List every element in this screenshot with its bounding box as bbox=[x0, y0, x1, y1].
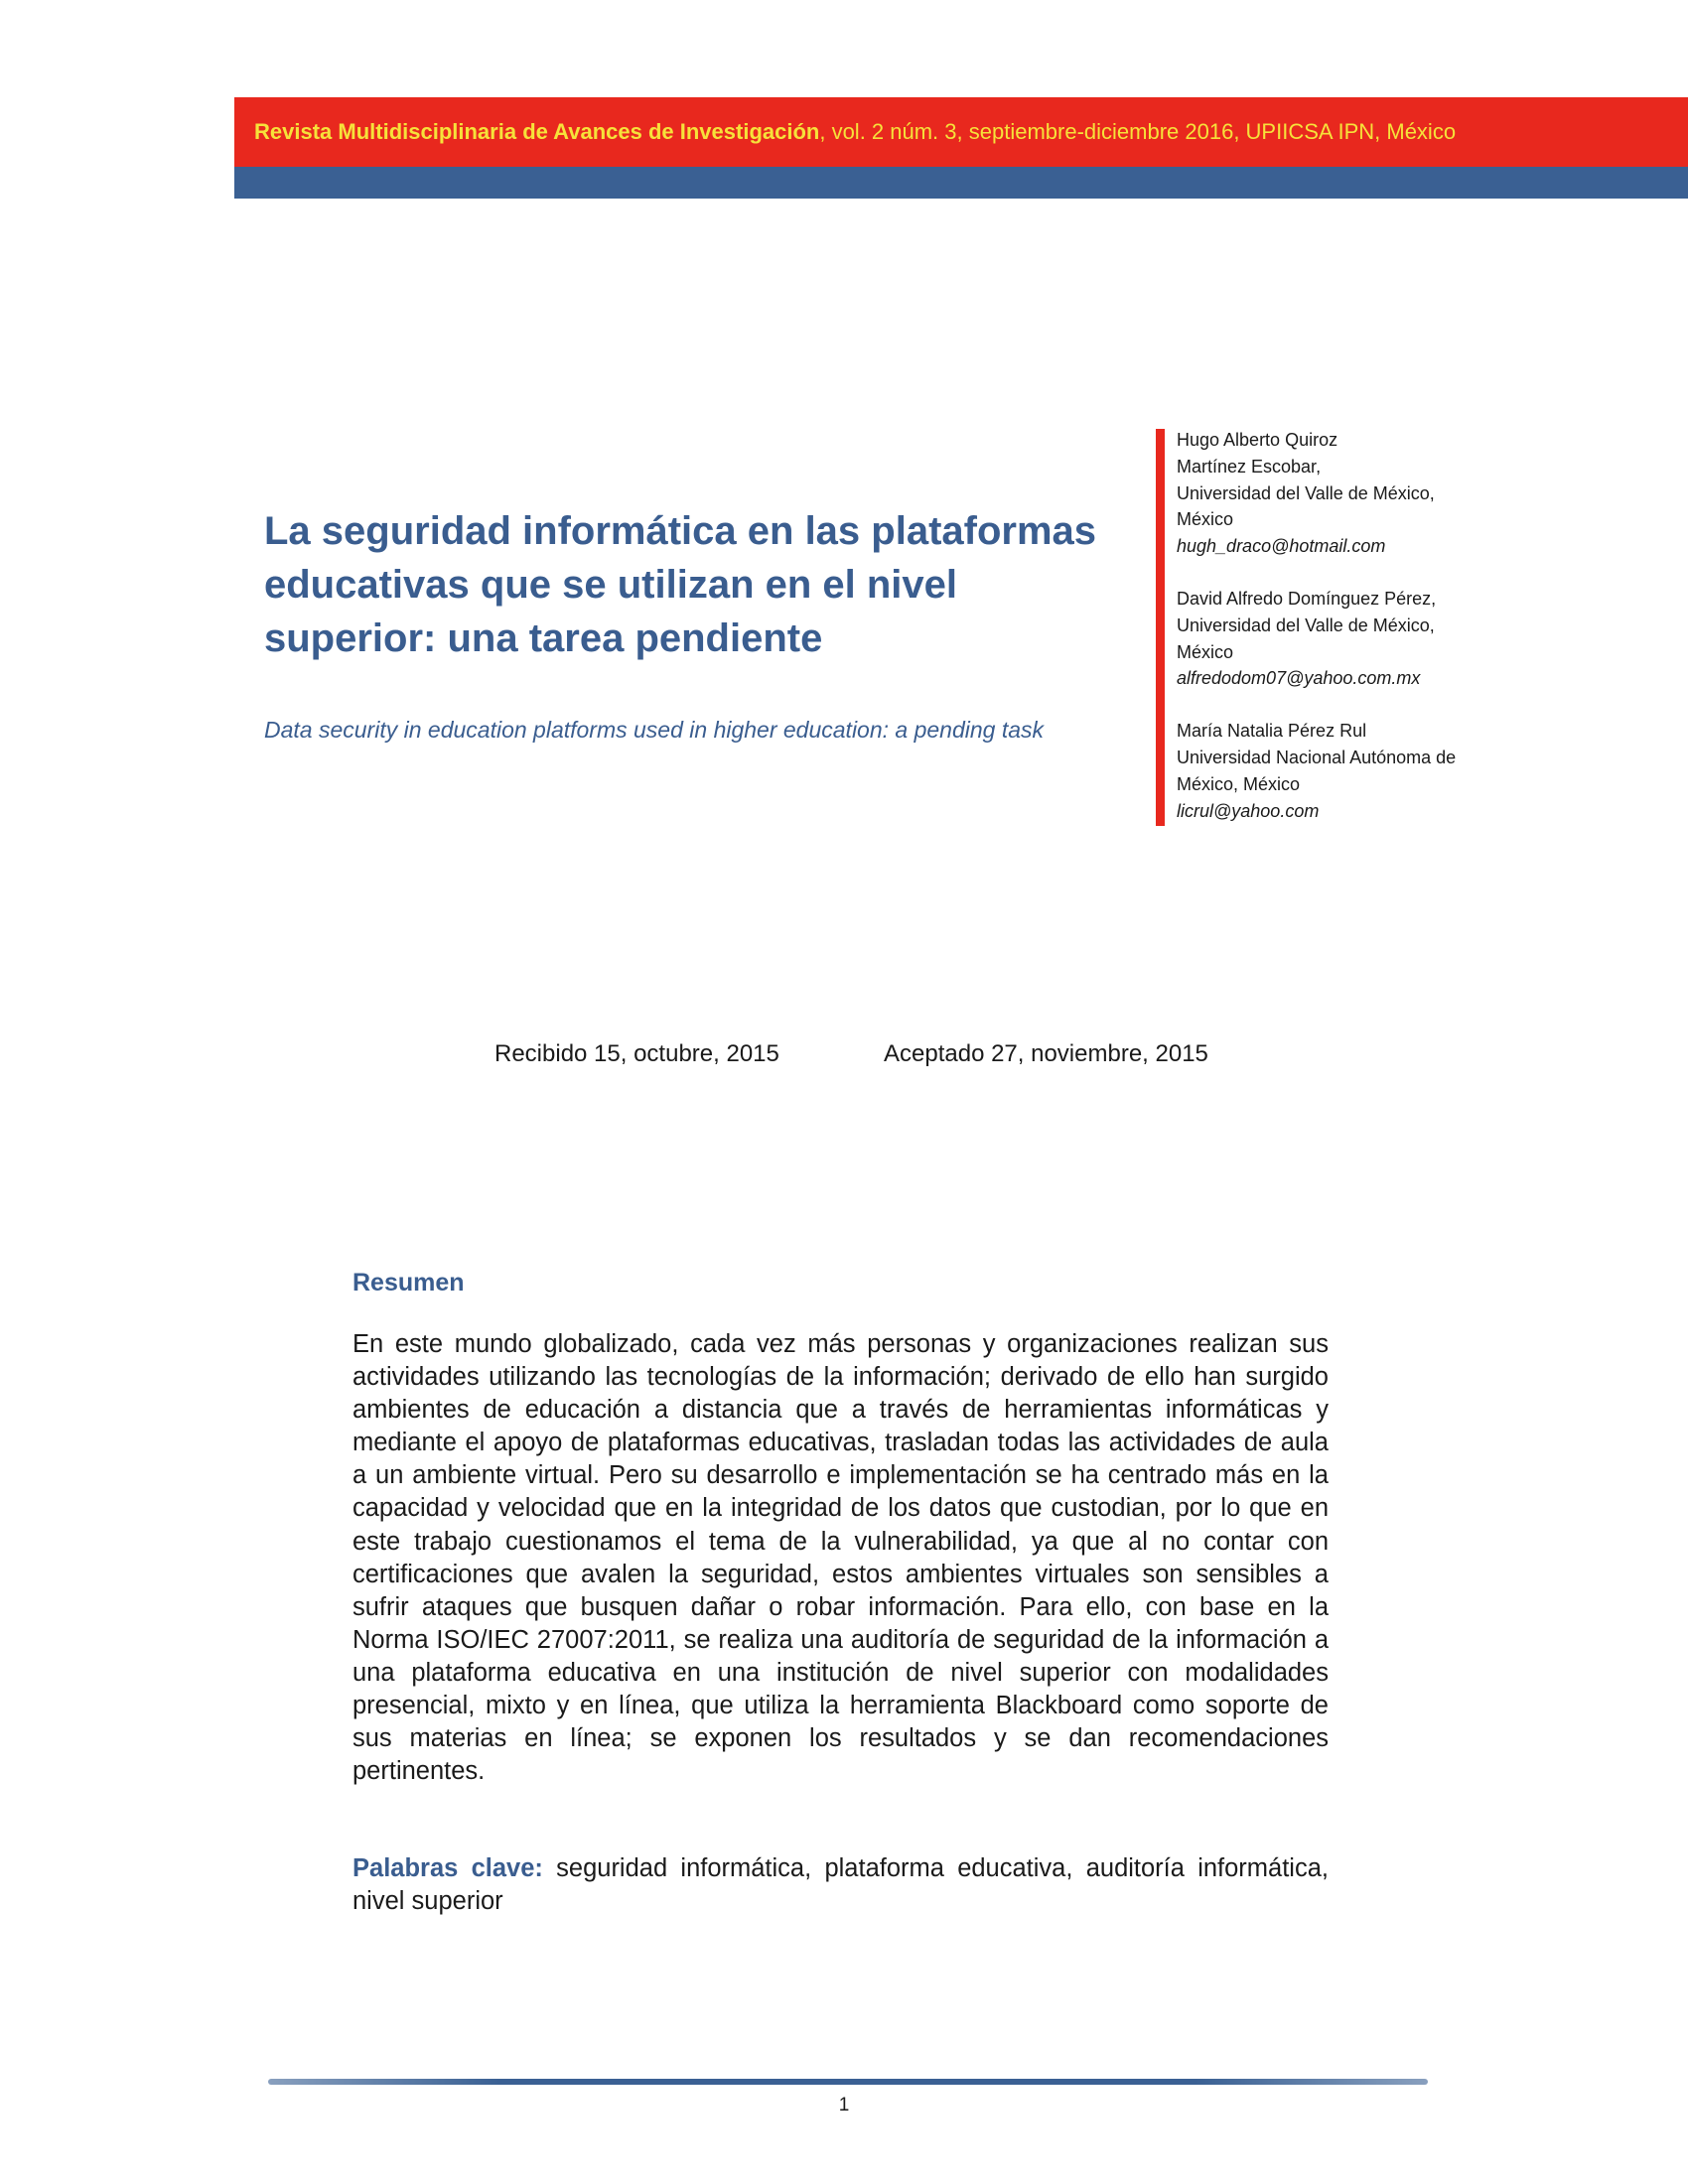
author-email[interactable]: licrul@yahoo.com bbox=[1177, 800, 1320, 821]
authors-block bbox=[1177, 427, 1475, 850]
journal-header-text bbox=[254, 97, 1456, 167]
journal-name: Revista Multidisciplinaria de Avances de Investigación bbox=[254, 119, 820, 144]
author-email[interactable]: alfredodom07@yahoo.com.mx bbox=[1177, 668, 1421, 689]
footer-divider bbox=[268, 2079, 1428, 2085]
author-email[interactable]: hugh_draco@hotmail.com bbox=[1177, 536, 1386, 557]
author-line: David Alfredo Domínguez Pérez, bbox=[1177, 588, 1437, 609]
keywords-label: Palabras clave: bbox=[352, 1854, 543, 1882]
author-3 bbox=[1177, 718, 1475, 824]
abstract-body: En este mundo globalizado, cada vez más personas y organizaciones realizan sus actividades utilizando las tecnologías de la información; derivado de ello han surgido ambientes de educación a distancia que a través de herramientas informáticas y mediante el apoyo de plataformas educativas, trasladan todas las actividades de aula a un ambiente virtual. Pero su desarrollo e implementación se ha centrado más en la capacidad y velocidad que en la integridad de los datos que custodian, por lo que en este trabajo cuestionamos el tema de la vulnerabilidad, ya que al no contar con certificaciones que avalen la seguridad, estos ambientes virtuales son sensibles a sufrir ataques que busquen dañar o robar información. Para ello, con base en la Norma ISO/IEC 27007:2011, se realiza una auditoría de seguridad de la información a una plataforma educativa en una institución de nivel superior con modalidades presencial, mixto y en línea, que utiliza la herramienta Blackboard como soporte de sus materias en línea; se exponen los resultados y se dan recomendaciones pertinentes. bbox=[352, 1330, 1329, 1786]
author-line: Martínez Escobar, bbox=[1177, 456, 1322, 477]
author-affiliation: Universidad del Valle de México, bbox=[1177, 614, 1435, 635]
author-2 bbox=[1177, 586, 1475, 692]
author-country: México bbox=[1177, 509, 1234, 530]
author-country: México, México bbox=[1177, 773, 1301, 794]
date-accepted: Aceptado 27, noviembre, 2015 bbox=[884, 1040, 1208, 1067]
article-subtitle-english: Data security in education platforms used in higher education: a pending task bbox=[264, 717, 1045, 743]
keywords-text: seguridad informática, plataforma educativa, auditoría informática, nivel superior bbox=[352, 1854, 1329, 1915]
author-affiliation: Universidad del Valle de México, bbox=[1177, 482, 1435, 503]
abstract-heading: Resumen bbox=[352, 1269, 465, 1297]
article-title: La seguridad informática en las plataformas educativas que se utilizan en el nivel superior: una tarea pendiente bbox=[264, 509, 1097, 660]
journal-header-band bbox=[234, 97, 1688, 167]
author-1 bbox=[1177, 427, 1475, 560]
date-received: Recibido 15, octubre, 2015 bbox=[494, 1040, 779, 1067]
page-number: 1 bbox=[838, 2095, 850, 2116]
authors-accent-bar bbox=[1156, 429, 1165, 826]
author-line: Hugo Alberto Quiroz bbox=[1177, 430, 1338, 450]
author-affiliation: Universidad Nacional Autónoma de bbox=[1177, 747, 1457, 767]
author-line: María Natalia Pérez Rul bbox=[1177, 721, 1367, 742]
journal-issue: , vol. 2 núm. 3, septiembre-diciembre 2016, UPIICSA IPN, México bbox=[819, 119, 1457, 144]
author-country: México bbox=[1177, 641, 1234, 662]
header-blue-band bbox=[234, 167, 1688, 199]
keywords bbox=[352, 1852, 1329, 1918]
